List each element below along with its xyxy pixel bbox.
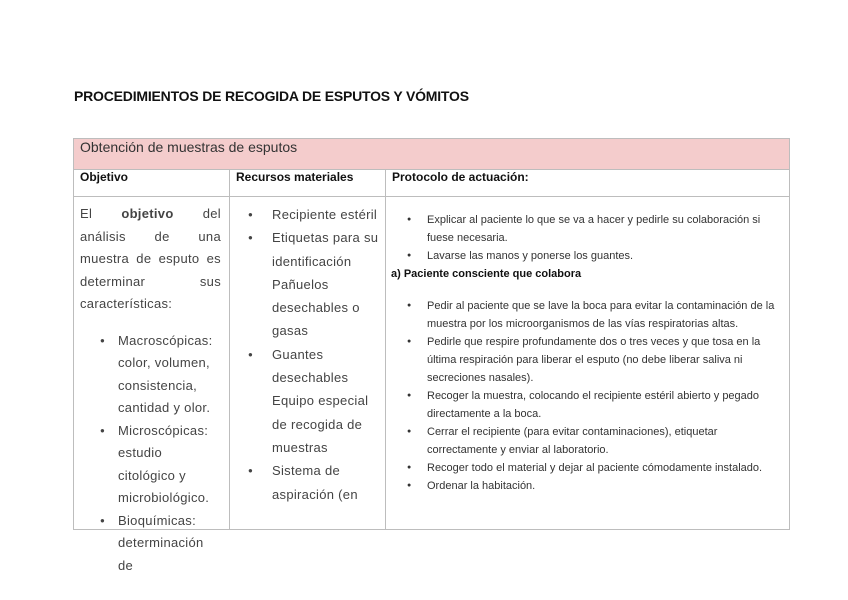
list-item: ● Pedir al paciente que se lave la boca para evitar la contaminación de la muestra por los microorganismos de las vías respiratorias altas. (427, 297, 783, 333)
list-item: ● Guantes desechables Equipo especial de recogida de muestras (272, 343, 381, 459)
table-header: Obtención de muestras de esputos (74, 139, 790, 170)
list-item: ● Recoger todo el material y dejar al paciente cómodamente instalado. (427, 459, 783, 477)
list-item: ● Pedirle que respire profundamente dos o tres veces y que tosa en la última respiración para liberar el esputo (no debe liberar saliva ni secreciones nasales). (427, 333, 783, 387)
procedure-table (73, 138, 790, 573)
list-item: ● Recipiente estéril (272, 203, 381, 226)
column-header-protocolo: Protocolo de actuación: (386, 170, 790, 197)
recursos-list (236, 203, 381, 506)
list-item: ● Etiquetas para su identificación Pañuelos desechables o gasas (272, 226, 381, 342)
list-item-extra: Pañuelos desechables o gasas (272, 276, 360, 339)
recursos-cell (230, 197, 386, 530)
list-item: ● Recoger la muestra, colocando el recipiente estéril abierto y pegado directamente a la boca. (427, 387, 783, 423)
objetivo-intro: El objetivo del análisis de una muestra de esputo es determinar sus características: (80, 206, 221, 311)
list-item: ● Microscópicas: estudio citológico y microbiológico. (118, 420, 221, 510)
list-item: ● Sistema de aspiración (en (272, 459, 381, 506)
list-item: ● Bioquímicas: determinación de (118, 510, 221, 578)
list-item: ● Macroscópicas: color, volumen, consistencia, cantidad y olor. (118, 330, 221, 420)
document-title: PROCEDIMIENTOS DE RECOGIDA DE ESPUTOS Y VÓMITOS (74, 88, 469, 104)
list-item: ● Ordenar la habitación. (427, 477, 783, 495)
list-item: ● Explicar al paciente lo que se va a hacer y pedirle su colaboración si fuese necesaria. (427, 211, 783, 247)
objetivo-list (80, 330, 221, 578)
objetivo-cell (74, 197, 230, 573)
list-item: ● Lavarse las manos y ponerse los guantes. (427, 247, 783, 265)
column-header-recursos: Recursos materiales (230, 170, 386, 197)
list-item: ● Cerrar el recipiente (para evitar contaminaciones), etiquetar correctamente y enviar al laboratorio. (427, 423, 783, 459)
case-a-title: a) Paciente consciente que colabora (391, 268, 582, 280)
protocol-general-list (391, 211, 783, 265)
column-header-objetivo: Objetivo (74, 170, 230, 197)
protocolo-cell (386, 197, 790, 530)
protocol-case-a-list (391, 297, 783, 495)
list-item-extra: Equipo especial de recogida de muestras (272, 393, 369, 455)
